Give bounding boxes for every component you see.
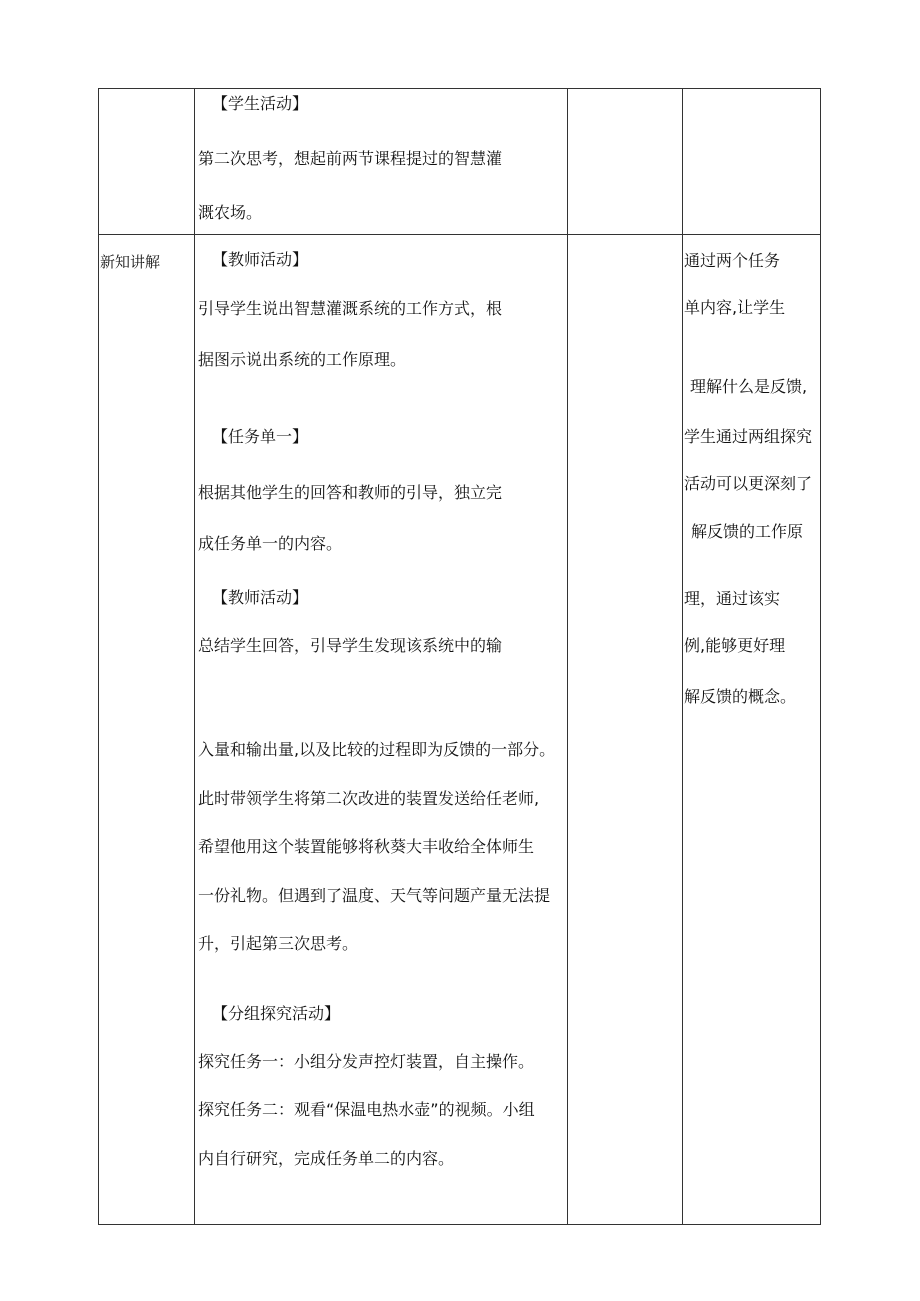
table-border-top	[98, 88, 821, 89]
table-border-right	[820, 88, 821, 1225]
row2-text-line: 希望他用这个装置能够将秋葵大丰收给全体师生	[198, 837, 535, 856]
row1-text-line: 第二次思考，想起前两节课程提过的智慧灌	[198, 149, 503, 168]
design-intent-line: 通过两个任务	[684, 251, 781, 270]
design-intent-line: 理解什么是反馈,	[690, 377, 808, 396]
table-divider-col2	[567, 88, 568, 1225]
design-intent-line: 活动可以更深刻了	[684, 474, 813, 493]
row2-text-line: 入量和输出量,以及比较的过程即为反馈的一部分。	[198, 740, 556, 759]
table-border-left	[98, 88, 99, 1225]
row2-text-line: 据图示说出系统的工作原理。	[198, 350, 407, 369]
table-border-bottom	[98, 1224, 821, 1225]
group-inquiry-heading: 【分组探究活动】	[212, 1004, 341, 1023]
teacher-activity-heading: 【教师活动】	[212, 588, 309, 607]
design-intent-line: 解反馈的工作原	[691, 522, 804, 541]
task-sheet-one-heading: 【任务单一】	[212, 427, 309, 446]
section-label: 新知讲解	[100, 253, 161, 271]
row2-text-line: 一份礼物。但遇到了温度、天气等问题产量无法提	[198, 886, 551, 905]
table-divider-col3	[682, 88, 683, 1225]
design-intent-line: 例,能够更好理	[684, 636, 786, 655]
design-intent-line: 解反馈的概念。	[684, 687, 797, 706]
design-intent-line: 单内容,让学生	[684, 298, 786, 317]
row2-text-line: 此时带领学生将第二次改进的装置发送给任老师,	[198, 789, 540, 808]
row2-text-line: 引导学生说出智慧灌溉系统的工作方式，根	[198, 299, 503, 318]
row2-text-line: 升，引起第三次思考。	[198, 934, 359, 953]
row2-text-line: 探究任务二：观看“保温电热水壶”的视频。小组	[198, 1100, 535, 1119]
row2-text-line: 根据其他学生的回答和教师的引导，独立完	[198, 483, 503, 502]
design-intent-line: 学生通过两组探究	[684, 427, 813, 446]
row2-text-line: 成任务单一的内容。	[198, 534, 343, 553]
row2-text-line: 探究任务一：小组分发声控灯装置，自主操作。	[198, 1052, 535, 1071]
row2-text-line: 内自行研究，完成任务单二的内容。	[198, 1149, 455, 1168]
student-activity-heading: 【学生活动】	[212, 94, 309, 113]
table-row-divider	[98, 234, 821, 235]
row2-text-line: 总结学生回答，引导学生发现该系统中的输	[198, 636, 503, 655]
design-intent-line: 理，通过该实	[684, 589, 781, 608]
row1-text-line: 溉农场。	[198, 203, 263, 222]
teacher-activity-heading: 【教师活动】	[212, 250, 309, 269]
table-divider-col1	[194, 88, 195, 1225]
